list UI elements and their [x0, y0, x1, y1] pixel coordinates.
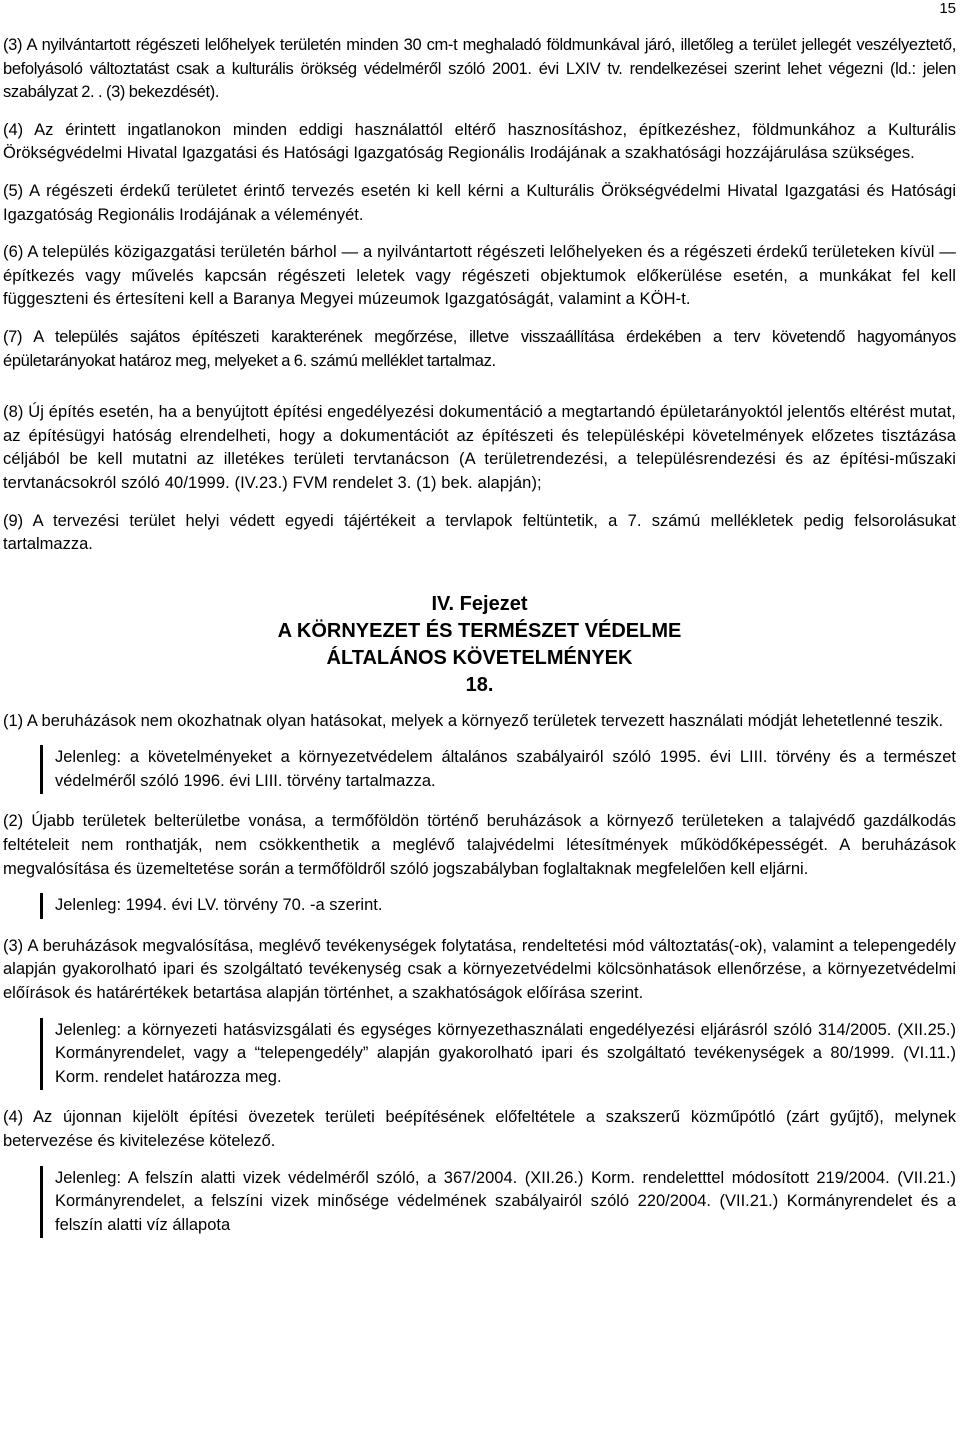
paragraph-7: (7) A település sajátos építészeti karakterének megőrzése, illetve visszaállítása érdekében a terv követendő hagyományos épületarányokat határoz meg, melyeket a 6. számú melléklet tartalmaz. — [3, 327, 956, 370]
section-18-paragraph-1: (1) A beruházások nem okozhatnak olyan hatásokat, melyek a környező területek tervezett használati módját lehetetlenné teszik. — [3, 711, 944, 730]
chapter-title-line2: ÁLTALÁNOS KÖVETELMÉNYEK — [326, 646, 633, 669]
section-18-paragraph-3: (3) A beruházások megvalósítása, meglévő tevékenységek folytatása, rendeltetési mód változtatás(-ok), valamint a telepengedély alapján gyakorolható ipari és szolgáltató tevékenység csak a környezetvédelmi kölcsönhatások ellenőrzése, a környezetvédelmi előírások és határértékek betartása alapján történhet, a szakhatóságok előírása szerint. — [3, 936, 956, 1003]
paragraph-8: (8) Új építés esetén, ha a benyújtott építési engedélyezési dokumentáció a megtartandó épületarányoktól jelentős eltérést mutat, az építésügyi hatóság elrendelheti, hogy a dokumentációt az építészeti és településképi követelmények előzetes tisztázása céljából be kell mutatni az illetékes területi tervtanácson (A területrendezési, a településrendezési és az építési-műszaki tervtanácsokról szóló 40/1999. (IV.23.) FVM rendelet 3. (1) bek. alapján); — [3, 403, 956, 492]
paragraph-4: (4) Az érintett ingatlanokon minden eddigi használattól eltérő hasznosításhoz, építkezéshez, földmunkához a Kulturális Örökségvédelmi Hivatal Igazgatási és Hatósági Igazgatóság Regionális Irodájának a szakhatósági hozzájárulása szükséges. — [3, 120, 956, 163]
note-block-3: Jelenleg: a környezeti hatásvizsgálati és egységes környezethasználati engedélyezési eljárásról szóló 314/2005. (XII.25.) Kormányrendelet, vagy a “telepengedély” alapján gyakorolható ipari és szolgáltató tevékenységek a 80/1999. (VI.11.) Korm. rendelet határozza meg. — [40, 1018, 956, 1091]
paragraph-spacer — [3, 387, 956, 401]
chapter-title-line1: A KÖRNYEZET ÉS TERMÉSZET VÉDELME — [277, 619, 682, 642]
section-18-paragraph-2: (2) Újabb területek belterületbe vonása, a termőföldön történő beruházások a környező területeken a talajvédő gazdálkodás feltételeit nem ronthatják, nem csökkenthetik a meglévő talajvédelmi létesítmények működőképességét. A beruházások megvalósítása és üzemeltetése során a termőföldről szóló jogszabályban foglaltaknak megfelelően kell eljárni. — [3, 812, 956, 878]
note-block-2: Jelenleg: 1994. évi LV. törvény 70. -a szerint. — [40, 893, 956, 919]
page-number: 15 — [939, 0, 956, 17]
section-18-paragraph-4: (4) Az újonnan kijelölt építési övezetek területi beépítésének előfeltétele a szakszerű közműpótló (zárt gyűjtő), melynek betervezése és kivitelezése kötelező. — [3, 1108, 956, 1150]
paragraph-9: (9) A tervezési terület helyi védett egyedi tájértékeit a tervlapok feltüntetik, a 7. számú mellékletek pedig felsorolásukat tartalmazza. — [3, 511, 956, 554]
paragraph-3: (3) A nyilvántartott régészeti lelőhelyek területén minden 30 cm-t meghaladó földmunkával járó, illetőleg a terület jellegét veszélyeztető, befolyásoló változtatást csak a kulturális örökség védelméről szóló 2001. évi LXIV tv. rendelkezései szerint lehet végezni (ld.: jelen szabályzat 2. . (3) bekezdését). — [3, 36, 956, 102]
note-block-4: Jelenleg: A felszín alatti vizek védelméről szóló, a 367/2004. (XII.26.) Korm. rendeletttel módosított 219/2004. (VII.21.) Kormányrendelet, a felszíni vizek minősége védelmének szabályairól szóló 220/2004. (VII.21.) Kormányrendelet és a felszín alatti víz állapota — [40, 1166, 956, 1239]
chapter-heading — [3, 591, 956, 699]
paragraph-6: (6) A település közigazgatási területén bárhol — a nyilvántartott régészeti lelőhelyeken és a régészeti érdekű területeken kívül — építkezés vagy művelés kapcsán régészeti leletek vagy régészeti objektumok előkerülése esetén, a munkákat fel kell függeszteni és értesíteni kell a Baranya Megyei múzeumok Igazgatóságát, valamint a KÖH-t. — [3, 243, 956, 309]
section-number: 18. — [465, 673, 494, 696]
chapter-number: IV. Fejezet — [431, 592, 528, 615]
paragraph-5: (5) A régészeti érdekű területet érintő tervezés esetén ki kell kérni a Kulturális Örökségvédelmi Hivatal Igazgatási és Hatósági Igazgatóság Regionális Irodájának a véleményét. — [3, 181, 956, 224]
document-body — [3, 34, 956, 1254]
note-block-1: Jelenleg: a követelményeket a környezetvédelem általános szabályairól szóló 1995. évi LIII. törvény és a természet védelméről szóló 1996. évi LIII. törvény tartalmazza. — [40, 745, 956, 794]
